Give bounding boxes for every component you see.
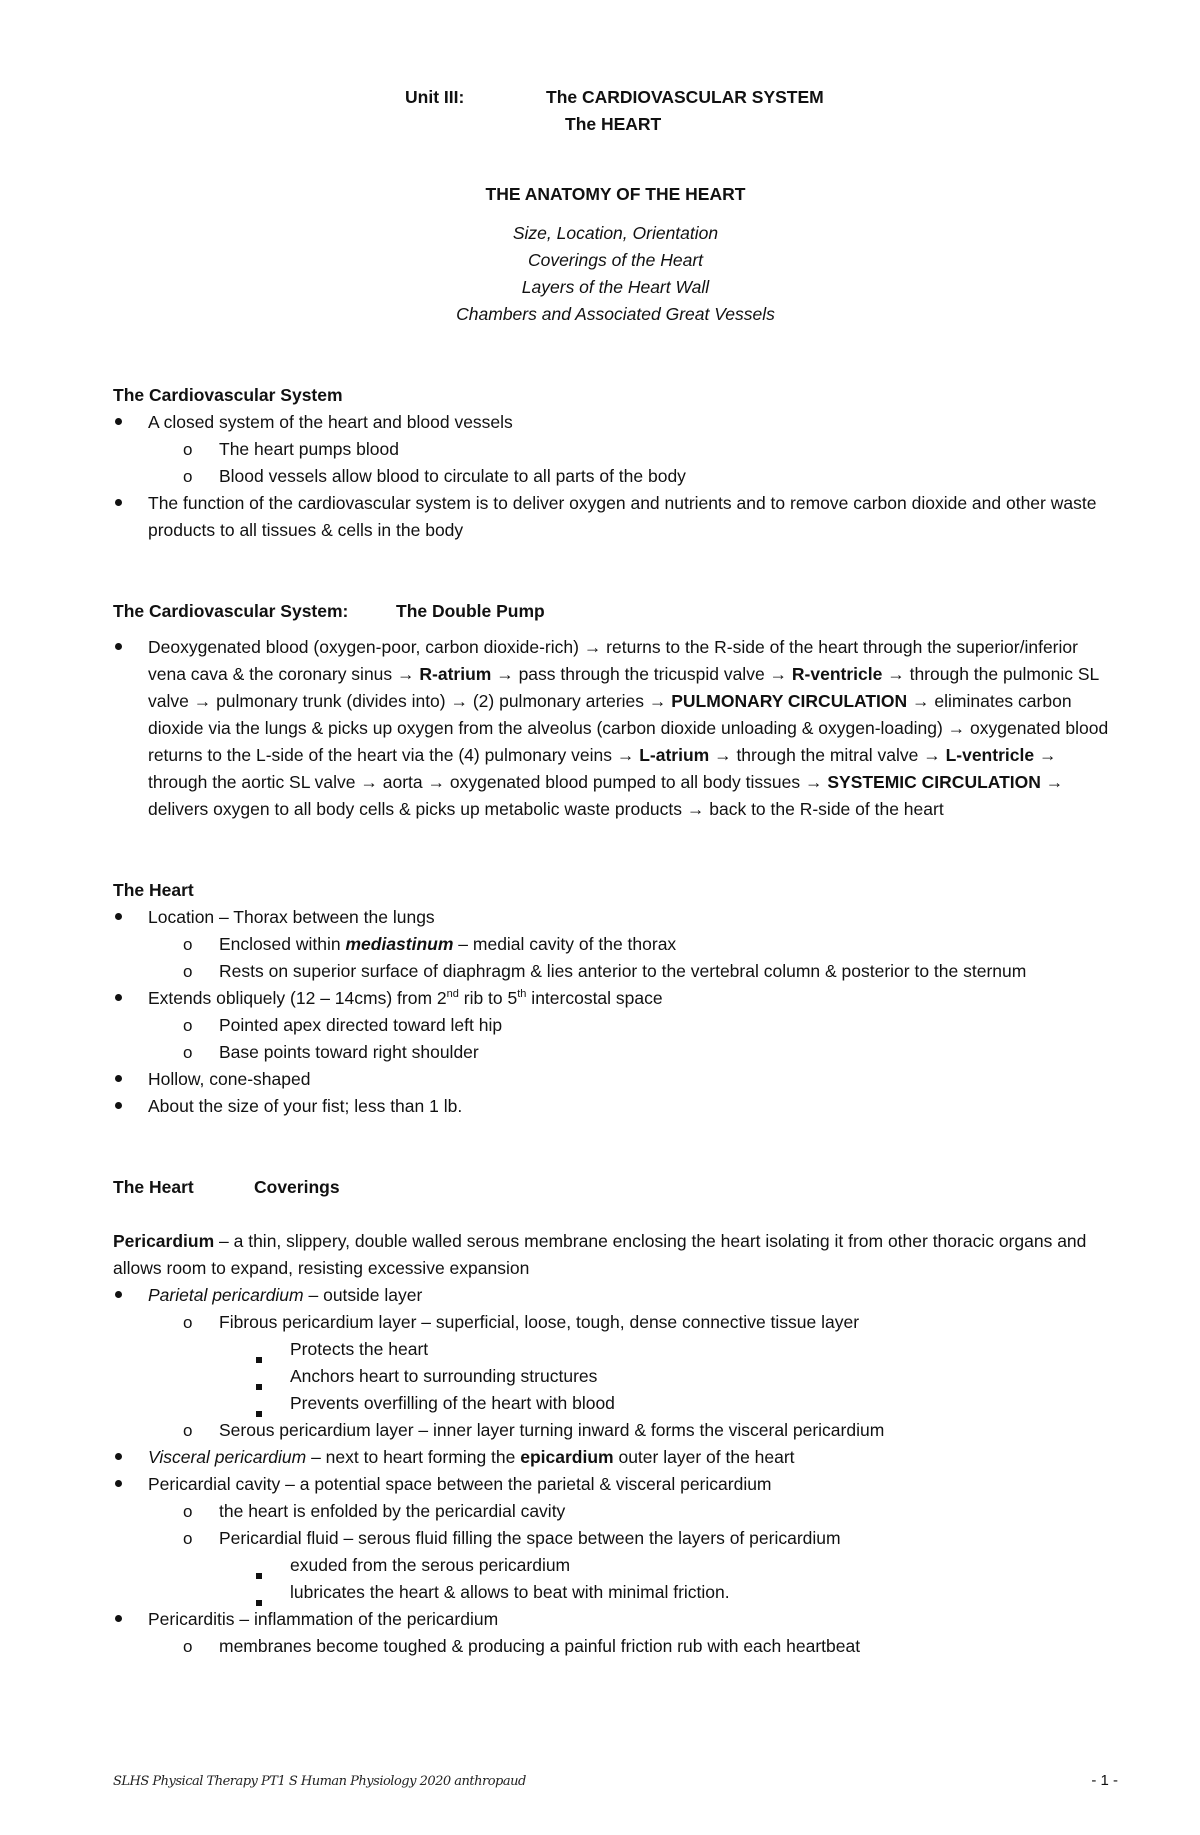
circle-bullet-icon: o	[183, 1016, 193, 1035]
list-item: The function of the cardiovascular system is to deliver oxygen and nutrients and to remove carbon dioxide and other waste products to all tissues & cells in the body	[113, 490, 1118, 544]
page-footer	[113, 1772, 1118, 1789]
list-item: Parietal pericardium – outside layer	[113, 1282, 1118, 1309]
list-item: o Base points toward right shoulder	[113, 1039, 1118, 1066]
square-bullet-icon	[254, 1552, 260, 1579]
footer-text: SLHS Physical Therapy PT1 S Human Physiology 2020 anthropaud	[113, 1774, 526, 1789]
list-item: Deoxygenated blood (oxygen-poor, carbon dioxide-rich) → returns to the R-side of the heart through the superior/inferior vena cava & the coronary sinus → R-atrium → pass through the tricuspid valve → R-ventricle → through the pulmonic SL valve → pulmonary trunk (divides into) → (2) pulmonary arteries → PULMONARY CIRCULATION → eliminates carbon dioxide via the lungs & picks up oxygen from the alveolus (carbon dioxide unloading & oxygen-loading) → oxygenated blood returns to the L-side of the heart via the (4) pulmonary veins → L-atrium → through the mitral valve → L-ventricle → through the aortic SL valve → aorta → oxygenated blood pumped to all body tissues → SYSTEMIC CIRCULATION → delivers oxygen to all body cells & picks up metabolic waste products → back to the R-side of the heart	[113, 634, 1118, 823]
page-number: - 1 -	[1091, 1772, 1118, 1789]
bullet-icon	[113, 1282, 122, 1309]
bullet-icon	[113, 1471, 122, 1498]
bullet-list	[113, 409, 1118, 544]
anatomy-title: THE ANATOMY OF THE HEART	[485, 184, 746, 204]
bullet-icon	[113, 490, 122, 517]
circle-bullet-icon: o	[183, 1043, 193, 1062]
circle-bullet-icon: o	[183, 467, 193, 486]
document-body	[113, 84, 1118, 1660]
list-item: o Pericardial fluid – serous fluid filling the space between the layers of pericardium	[113, 1525, 1118, 1552]
list-item: Anchors heart to surrounding structures	[113, 1363, 1118, 1390]
list-item: Prevents overfilling of the heart with blood	[113, 1390, 1118, 1417]
unit-label: Unit III:	[405, 87, 465, 107]
list-item: o The heart pumps blood	[113, 436, 1118, 463]
bullet-list	[113, 1282, 1118, 1660]
subtitle-row	[113, 111, 1118, 138]
list-item: Protects the heart	[113, 1336, 1118, 1363]
topic-item: Coverings of the Heart	[527, 250, 704, 270]
list-item: o Fibrous pericardium layer – superficial, loose, tough, dense connective tissue layer	[113, 1309, 1118, 1336]
bullet-list	[113, 904, 1118, 1120]
topic-item: Chambers and Associated Great Vessels	[456, 304, 775, 324]
circle-bullet-icon: o	[183, 1313, 193, 1332]
circle-bullet-icon: o	[183, 935, 193, 954]
list-item: o Rests on superior surface of diaphragm & lies anterior to the vertebral column & posterior to the sternum	[113, 958, 1118, 985]
list-item: o Pointed apex directed toward left hip	[113, 1012, 1118, 1039]
title-row	[113, 84, 1118, 111]
bullet-list	[113, 634, 1118, 823]
circle-bullet-icon: o	[183, 1502, 193, 1521]
circle-bullet-icon: o	[183, 1637, 193, 1656]
circle-bullet-icon: o	[183, 1529, 193, 1548]
list-item: Visceral pericardium – next to heart forming the epicardium outer layer of the heart	[113, 1444, 1118, 1471]
list-item: o the heart is enfolded by the pericardial cavity	[113, 1498, 1118, 1525]
list-item: o Serous pericardium layer – inner layer turning inward & forms the visceral pericardium	[113, 1417, 1118, 1444]
list-item: About the size of your fist; less than 1 lb.	[113, 1093, 1118, 1120]
bullet-icon	[113, 634, 122, 661]
square-bullet-icon	[254, 1390, 260, 1417]
list-item: Pericarditis – inflammation of the pericardium	[113, 1606, 1118, 1633]
bullet-icon	[113, 1606, 122, 1633]
list-item: lubricates the heart & allows to beat with minimal friction.	[113, 1579, 1118, 1606]
list-item: Hollow, cone-shaped	[113, 1066, 1118, 1093]
square-bullet-icon	[254, 1336, 260, 1363]
section-heading: The Heart Coverings	[113, 1177, 340, 1197]
square-bullet-icon	[254, 1579, 260, 1606]
list-item: o membranes become toughed & producing a painful friction rub with each heartbeat	[113, 1633, 1118, 1660]
bullet-icon	[113, 985, 122, 1012]
system-title: The CARDIOVASCULAR SYSTEM	[546, 87, 824, 107]
subtitle: The HEART	[565, 114, 662, 134]
list-item: exuded from the serous pericardium	[113, 1552, 1118, 1579]
pericardium-definition: Pericardium – a thin, slippery, double walled serous membrane enclosing the heart isolating it from other thoracic organs and allows room to expand, resisting excessive expansion	[113, 1231, 1087, 1278]
bullet-icon	[113, 1066, 122, 1093]
list-item: Location – Thorax between the lungs	[113, 904, 1118, 931]
bullet-icon	[113, 1093, 122, 1120]
section-heading: The Cardiovascular System: The Double Pump	[113, 601, 545, 621]
list-item: Pericardial cavity – a potential space between the parietal & visceral pericardium	[113, 1471, 1118, 1498]
circle-bullet-icon: o	[183, 1421, 193, 1440]
bullet-icon	[113, 904, 122, 931]
section-heading: The Cardiovascular System	[113, 385, 343, 405]
circle-bullet-icon: o	[183, 440, 193, 459]
topic-item: Size, Location, Orientation	[512, 223, 719, 243]
list-item: o Enclosed within mediastinum – medial cavity of the thorax	[113, 931, 1118, 958]
section-heading: The Heart	[113, 880, 194, 900]
list-item: A closed system of the heart and blood vessels	[113, 409, 1118, 436]
list-item: Extends obliquely (12 – 14cms) from 2nd rib to 5th intercostal space	[113, 985, 1118, 1012]
bullet-icon	[113, 409, 122, 436]
list-item: o Blood vessels allow blood to circulate to all parts of the body	[113, 463, 1118, 490]
bullet-icon	[113, 1444, 122, 1471]
topic-item: Layers of the Heart Wall	[521, 277, 710, 297]
square-bullet-icon	[254, 1363, 260, 1390]
circle-bullet-icon: o	[183, 962, 193, 981]
